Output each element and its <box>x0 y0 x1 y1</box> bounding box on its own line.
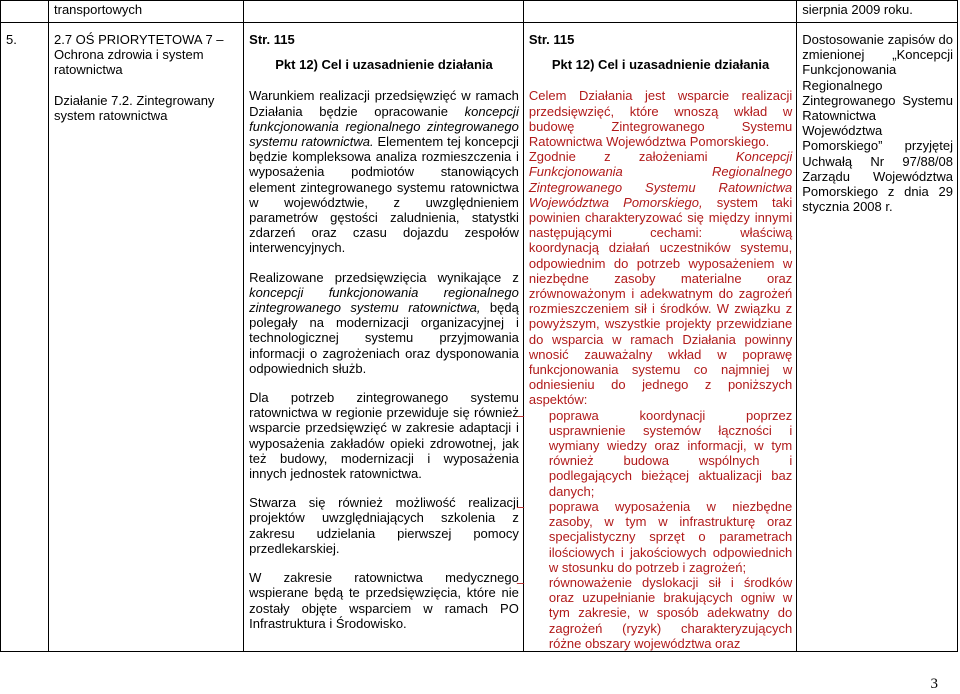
original-paragraph-5: W zakresie ratownictwa medycznego wspierane będą te przedsięwzięcia, które nie zostały objęte wsparciem w ramach PO Infrastruktura i Środowisko. <box>249 570 519 631</box>
cell-empty <box>523 1 796 23</box>
proposed-bullet-list <box>516 407 793 651</box>
dash-mark: – <box>516 574 525 590</box>
cell-date-text: sierpnia 2009 roku. <box>797 1 958 23</box>
original-paragraph-1 <box>249 88 519 255</box>
proposed-paragraph-1: Celem Działania jest wsparcie realizacji przedsięwzięć, które wnoszą wkład w budowę Zintegrowanego Systemu Ratownictwa Województwa Pomorskiego. <box>528 88 793 150</box>
list-item-text: poprawa koordynacji poprzez usprawnienie systemów łączności i wymiany wiedzy oraz informacji, w tym również budowa wspólnych i podlegających bieżącej aktualizacji baz danych; <box>548 407 793 499</box>
italic-span: Koncepcji Funkcjonowania Regionalnego Zintegrowanego Systemu Ratownictwa Województwa Pomorskiego, <box>528 149 793 210</box>
dash-mark: – <box>516 407 525 423</box>
italic-span: koncepcji funkcjonowania regionalnego zintegrowanego systemu ratownictwa. <box>249 103 519 150</box>
list-item <box>516 407 793 499</box>
cell-empty <box>1 1 49 23</box>
table-row-header-continuation <box>1 1 958 23</box>
row-number-text: 5. <box>6 32 17 47</box>
italic-span: koncepcji funkcjonowania regionalnego zintegrowanego systemu ratownictwa, <box>249 284 519 316</box>
cell-continuation-text: transportowych <box>49 1 244 23</box>
proposed-text-cell <box>516 23 796 652</box>
dash-mark: – <box>516 498 525 514</box>
justification-text: Dostosowanie zapisów do zmienionej „Koncepcji Funkcjonowania Regionalnego Zintegrowanego Systemu Ratownictwa Województwa Pomorskiego” przyjętej Uchwałą Nr 97/88/08 Zarządu Województwa Pomorskiego z dnia 29 stycznia 2008 r. <box>802 32 953 215</box>
table-row <box>1 23 958 652</box>
original-paragraph-4: Stwarza się również możliwość realizacji projektów uwzględniających szkolenia z zakresu udzielania pierwszej pomocy przedlekarskiej. <box>249 495 519 556</box>
list-item-text: poprawa wyposażenia w niezbędne zasoby, w tym w infrastrukturę oraz specjalistyczny sprzęt o parametrach ilościowych i jakościowych odpowiednich w stosunku do potrzeb i zagrożeń; <box>548 498 793 575</box>
section-cell <box>49 23 244 652</box>
original-title: Pkt 12) Cel i uzasadnienie działania <box>275 57 493 73</box>
original-paragraph-3: Dla potrzeb zintegrowanego systemu ratownictwa w regionie przewiduje się również wsparcie przedsięwzięć w zakresie adaptacji i wyposażenia zakładów opieki zdrowotnej, jak też budowy, modernizacji i wyposażenia innych jednostek ratownictwa. <box>249 390 519 482</box>
justification-cell <box>797 23 958 652</box>
proposed-title: Pkt 12) Cel i uzasadnienie działania <box>551 57 770 73</box>
section-title: 2.7 OŚ PRIORYTETOWA 7 – Ochrona zdrowia i system ratownictwa <box>54 32 224 78</box>
row-number <box>1 23 49 652</box>
original-page-ref: Str. 115 <box>249 32 295 47</box>
original-text-cell <box>244 23 524 652</box>
list-item-text: równoważenie dyslokacji sił i środków oraz uzupełnianie brakujących ogniw w tym zakresie, w sposób adekwatny do zagrożeń (ryzyk) charakteryzujących różne obszary województwa oraz <box>548 574 793 651</box>
list-item <box>516 574 793 651</box>
text-span: Zgodnie z założeniami <box>528 149 736 165</box>
text-span: system taki powinien charakteryzować się między innymi następującymi cechami: właściwą koordynacją działań uczestników systemu, odpowiednim do potrzeb wyposażeniem w niezbędne zasoby materialne oraz zrównoważonym i adekwatnym do zagrożeń rozmieszczeniem sił i środków. W związku z powyższym, wszystkie projekty przewidziane do wsparcia w ramach Działania powinny wnosić zauważalny wkład w poprawę funkcjonowania systemu co najmniej w odniesieniu do jednego z poniższych aspektów: <box>528 194 793 408</box>
text-span: Elementem tej koncepcji będzie kompleksowa analiza rozmieszczenia i wyposażenia podmiotów stanowiących element zintegrowanego systemu ratownictwa w województwie, z uwzględnieniem parametrów gęstości zaludnienia, statystki zdarzeń oraz czasu dojazdu zespołów interwencyjnych. <box>249 134 519 256</box>
list-item <box>516 498 793 575</box>
original-paragraph-2 <box>249 270 519 376</box>
page-number: 3 <box>930 676 938 692</box>
text-span: będą polegały na modernizacji organizacyjnej i technologicznej systemu przyjmowania informacji o zagrożeniach oraz dysponowania odpowiednich służb. <box>249 300 519 376</box>
cell-empty <box>244 1 524 23</box>
proposed-paragraph-2 <box>529 149 792 407</box>
section-action: Działanie 7.2. Zintegrowany system ratownictwa <box>54 92 215 123</box>
proposed-page-ref: Str. 115 <box>528 32 575 47</box>
text-span: Realizowane przedsięwzięcia wynikające z <box>249 269 519 285</box>
text-span: Warunkiem realizacji przedsięwzięć w ramach Działania będzie opracowanie <box>249 88 519 119</box>
